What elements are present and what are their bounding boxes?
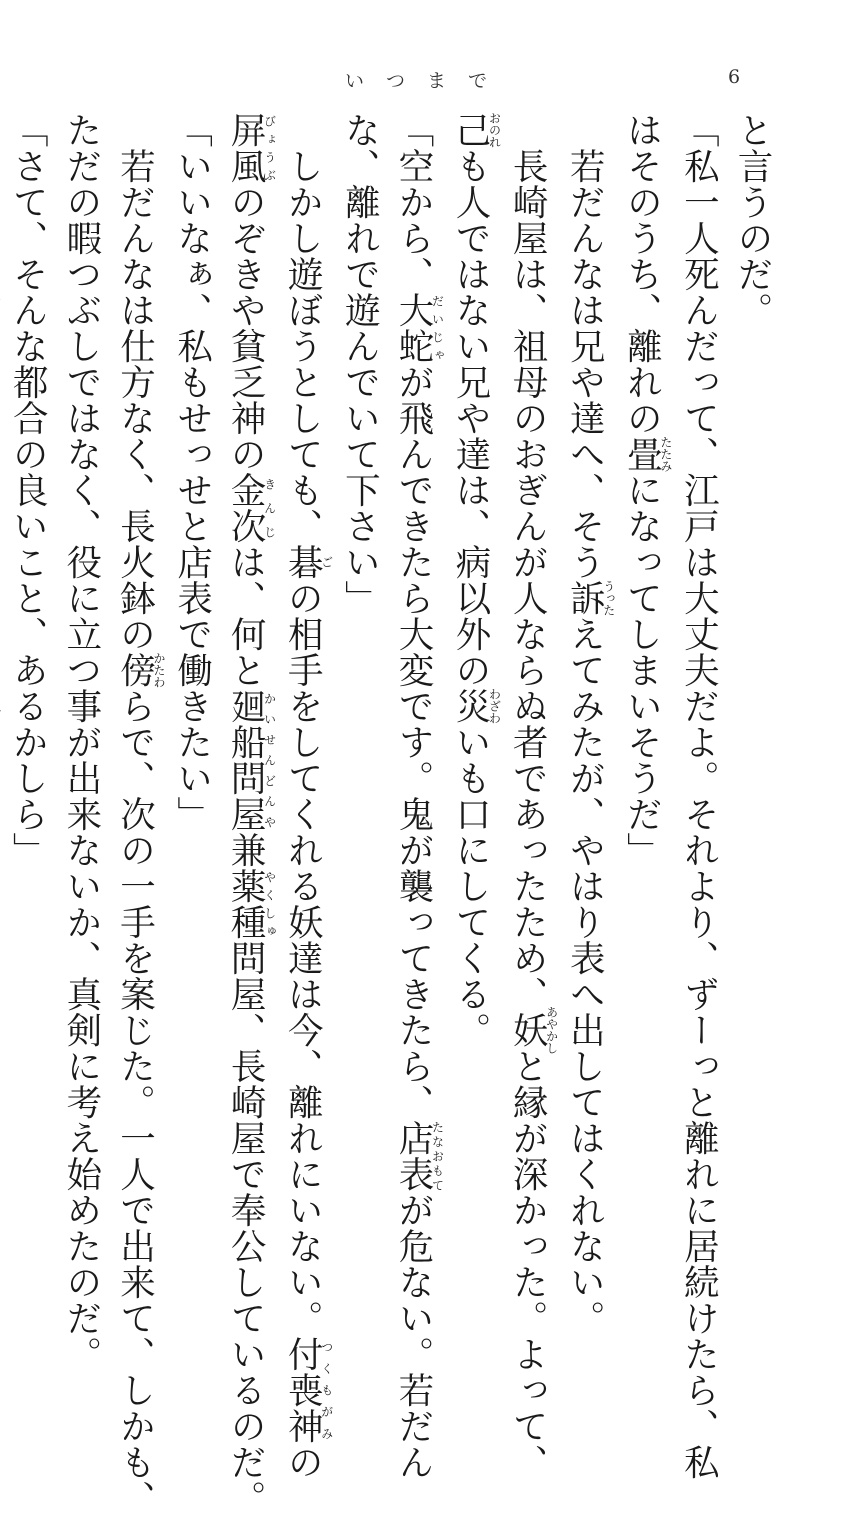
- text-run: のぞきや貧乏神の: [225, 184, 267, 472]
- text-line: [615, 112, 672, 1142]
- furigana-word: 大蛇だいじゃ: [392, 292, 445, 364]
- furigana-word: 災わざわ: [450, 688, 502, 724]
- furigana-word: 己おのれ: [450, 112, 502, 148]
- furigana-reading: [0, 256, 2, 292]
- furigana-word: 廻船問屋かいせんどんや: [225, 688, 277, 832]
- text-line: [501, 112, 559, 1480]
- text-run: 「空から、: [392, 112, 434, 292]
- text-run: 長崎屋は、祖母のおぎんが人ならぬ者であったため、: [507, 112, 549, 1012]
- text-line: [672, 112, 726, 1480]
- furigana-reading: たなおもて: [430, 1120, 445, 1192]
- text-run: の相手をしてくれる妖達は今、離れにいない。: [282, 580, 324, 1336]
- text-line: [443, 112, 500, 1142]
- text-line: [1, 112, 55, 1142]
- text-line: [333, 112, 387, 1142]
- text-run: になってしまいそうだ」: [621, 472, 663, 868]
- text-run: はそのうち、離れの: [621, 112, 663, 436]
- furigana-reading: かたわ: [151, 652, 166, 688]
- text-line: [558, 112, 616, 1336]
- vertical-body-text: [7, 112, 779, 1516]
- text-run: 「いいなぁ、私もせっせと店表で働きたい」: [171, 112, 213, 832]
- furigana-word: 碁ご: [282, 544, 334, 580]
- furigana-reading: おのれ: [487, 112, 502, 148]
- text-run: も人ではない兄や達は、病以外の: [450, 148, 492, 688]
- text-run: 若だんなは兄や達へ、そう: [564, 112, 606, 580]
- text-run: 問屋、長崎屋で奉公しているのだ。: [225, 940, 267, 1516]
- text-run: えてみたが、やはり表へ出してはくれない。: [564, 616, 606, 1336]
- text-run: の: [282, 1444, 324, 1480]
- furigana-reading: びょうぶ: [262, 112, 277, 184]
- text-run: 「さて、そんな都合の良いこと、あるかしら」: [7, 112, 49, 868]
- text-run: いも口にしてくる。: [450, 724, 492, 1048]
- text-run: と縁が深かった。よって、: [507, 1048, 549, 1480]
- furigana-reading: だいじゃ: [430, 292, 445, 364]
- text-line: [386, 112, 445, 1480]
- furigana-reading: つくもがみ: [319, 1336, 334, 1444]
- text-run: が飛んできたら大変です。鬼が襲ってきたら、: [392, 364, 434, 1120]
- furigana-word: 妖あやかし: [507, 1006, 559, 1054]
- furigana-reading: あやかし: [544, 1006, 559, 1054]
- furigana-reading: かいせんどんや: [262, 688, 277, 832]
- text-run: は、何と: [225, 544, 267, 688]
- text-run: な、離れで遊んでいて下さい」: [339, 112, 381, 616]
- furigana-reading: うった: [601, 580, 616, 616]
- text-run: 兼: [225, 832, 267, 868]
- text-line: [54, 112, 108, 1372]
- text-run: らで、次の一手を案じた。一人で出来て、しかも、: [114, 688, 156, 1516]
- furigana-reading: やくしゅ: [262, 868, 277, 940]
- furigana-word: 傍かたわ: [114, 652, 166, 688]
- page-number: 6: [728, 66, 741, 88]
- furigana-word: 薬種やくしゅ: [225, 868, 277, 940]
- furigana-reading: ご: [319, 544, 334, 580]
- furigana-word: 金次きんじ: [225, 472, 277, 544]
- furigana-reading: [0, 292, 2, 328]
- running-title: いつまで: [345, 70, 510, 92]
- furigana-reading: たたみ: [658, 436, 673, 472]
- furigana-word: 店表たなおもて: [392, 1120, 445, 1192]
- text-run: と言うのだ。: [732, 112, 773, 328]
- furigana-reading: [0, 688, 2, 724]
- text-run: ただの暇つぶしではなく、役に立つ事が出来ないか、真剣に考え始めたのだ。: [60, 112, 102, 1372]
- furigana-word: 畳たたみ: [621, 436, 673, 472]
- text-run: 若だんなは仕方なく、長火鉢の: [114, 112, 156, 652]
- text-line: [108, 112, 166, 1516]
- furigana-word: 付喪神つくもがみ: [282, 1336, 334, 1444]
- text-line: [165, 112, 219, 1142]
- text-run: しかし遊ぼうとしても、: [282, 112, 324, 544]
- furigana-reading: わざわ: [487, 688, 502, 724]
- text-line: [219, 112, 277, 1516]
- text-line: [725, 112, 779, 1142]
- text-line: [276, 112, 334, 1480]
- furigana-reading: きんじ: [262, 472, 277, 544]
- furigana-word: 屏風びょうぶ: [225, 112, 277, 184]
- text-run: が危ない。若だん: [392, 1192, 434, 1480]
- furigana-word: 訴うった: [564, 580, 616, 616]
- text-run: 「私一人死んだって、江戸は大丈夫だよ。それより、ずーっと離れに居続けたら、私: [678, 112, 720, 1480]
